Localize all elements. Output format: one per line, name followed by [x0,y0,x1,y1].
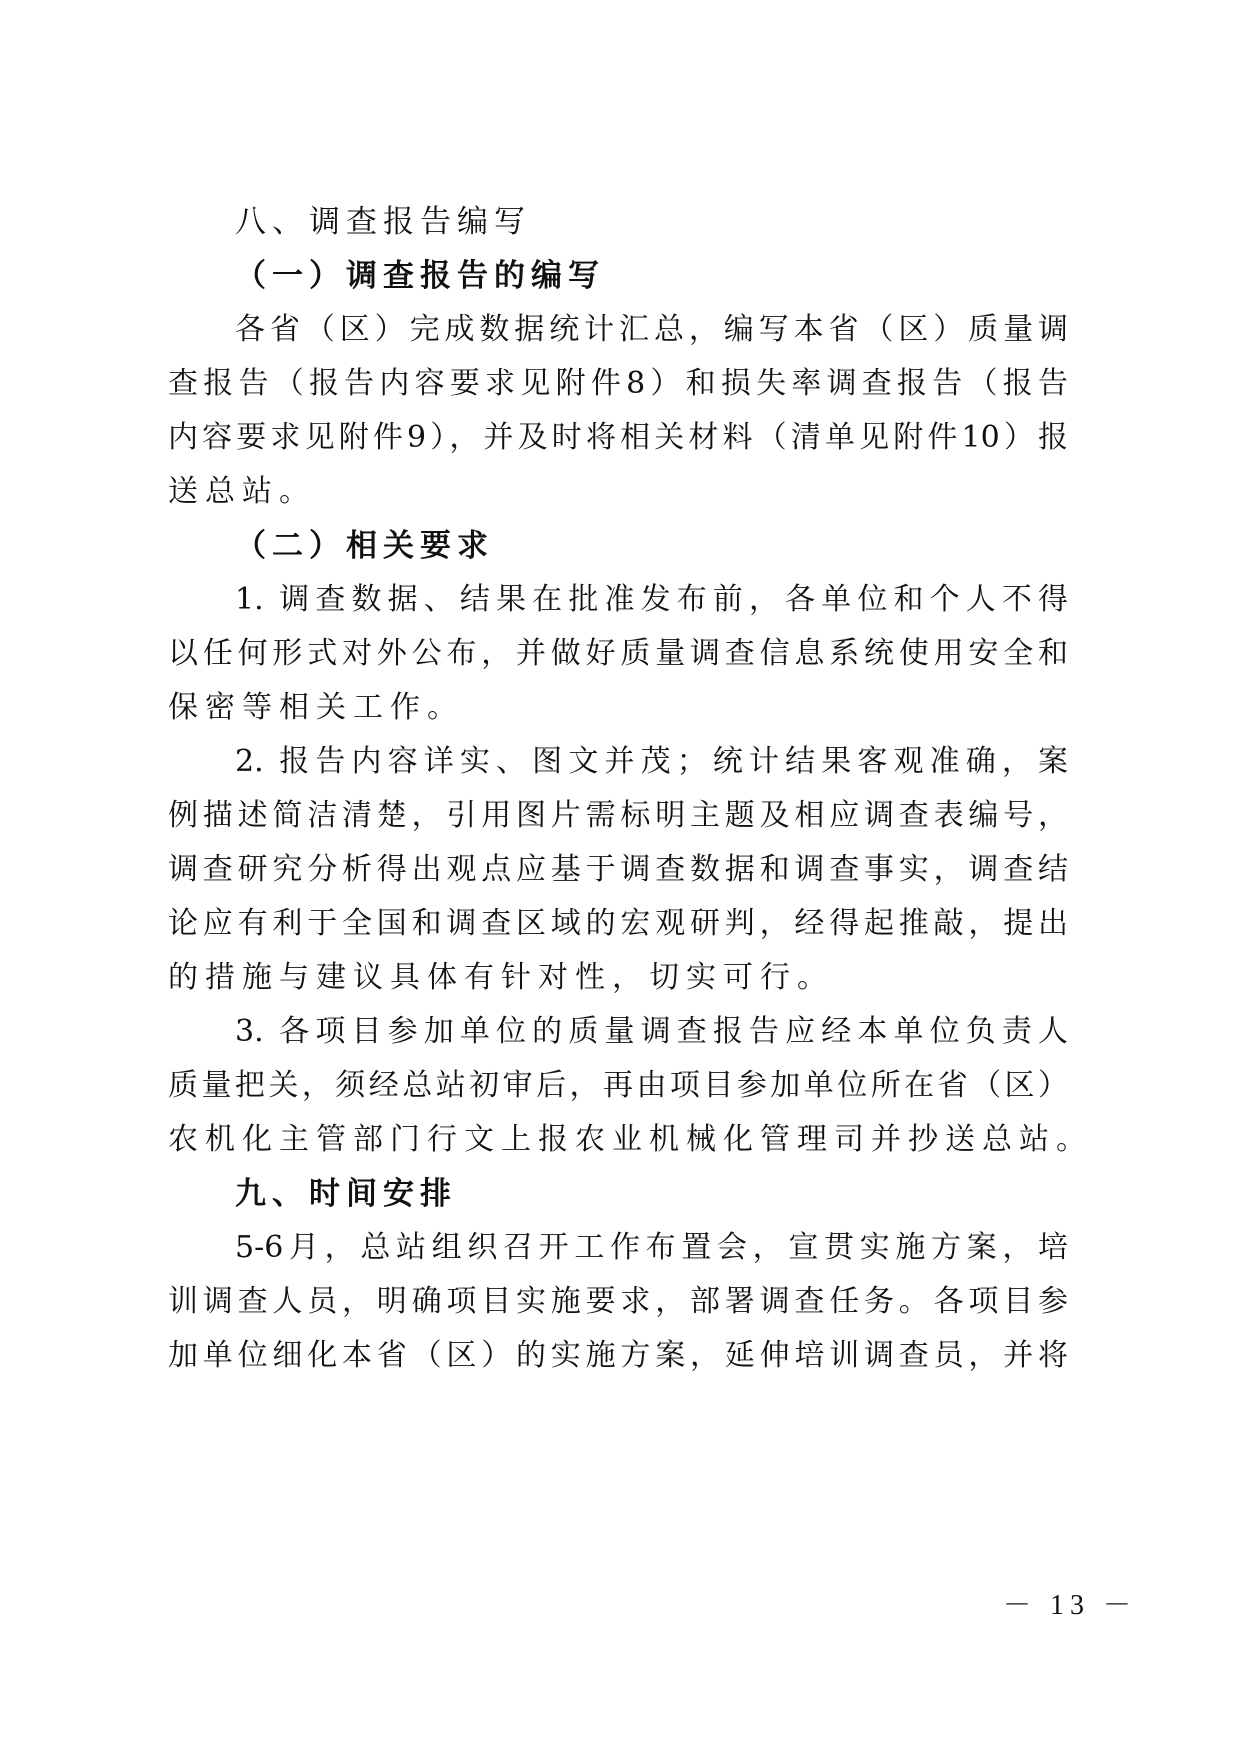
list-item-3-line: 质量把关，须经总站初审后，再由项目参加单位所在省（区） [168,1068,1068,1103]
paragraph-line: 内容要求见附件9），并及时将相关材料（清单见附件10）报 [168,420,1068,455]
list-item-2-line: 2. 报告内容详实、图文并茂；统计结果客观准确，案 [235,744,1068,779]
list-item-2-line: 论应有利于全国和调查区域的宏观研判，经得起推敲，提出 [168,906,1068,941]
list-item-2-line: 例描述简洁清楚，引用图片需标明主题及相应调查表编号， [168,798,1068,833]
paragraph-line: 训调查人员，明确项目实施要求，部署调查任务。各项目参 [168,1284,1068,1319]
paragraph-line: 查报告（报告内容要求见附件8）和损失率调查报告（报告 [168,366,1068,401]
paragraph-line: 送总站。 [168,474,316,509]
list-item-3-line: 农机化主管部门行文上报农业机械化管理司并抄送总站。 [168,1122,1093,1157]
list-item-1-line: 保密等相关工作。 [168,690,464,725]
subsection-heading-8-2: （二）相关要求 [235,528,494,564]
list-item-2-line: 调查研究分析得出观点应基于调查数据和调查事实，调查结 [168,852,1068,887]
paragraph-line: 5-6月，总站组织召开工作布置会，宣贯实施方案，培 [235,1230,1068,1265]
paragraph-line: 加单位细化本省（区）的实施方案，延伸培训调查员，并将 [168,1338,1068,1373]
subsection-heading-8-1: （一）调查报告的编写 [235,258,605,294]
section-heading-9: 九、时间安排 [235,1176,457,1212]
section-heading-8: 八、调查报告编写 [235,204,531,240]
list-item-2-line: 的措施与建议具体有针对性，切实可行。 [168,960,834,995]
paragraph-line: 各省（区）完成数据统计汇总，编写本省（区）质量调 [235,312,1068,347]
list-item-1-line: 1. 调查数据、结果在批准发布前，各单位和个人不得 [235,582,1068,617]
list-item-1-line: 以任何形式对外公布，并做好质量调查信息系统使用安全和 [168,636,1068,671]
page-number: － 13 － [1003,1590,1138,1621]
list-item-3-line: 3. 各项目参加单位的质量调查报告应经本单位负责人 [235,1014,1068,1049]
